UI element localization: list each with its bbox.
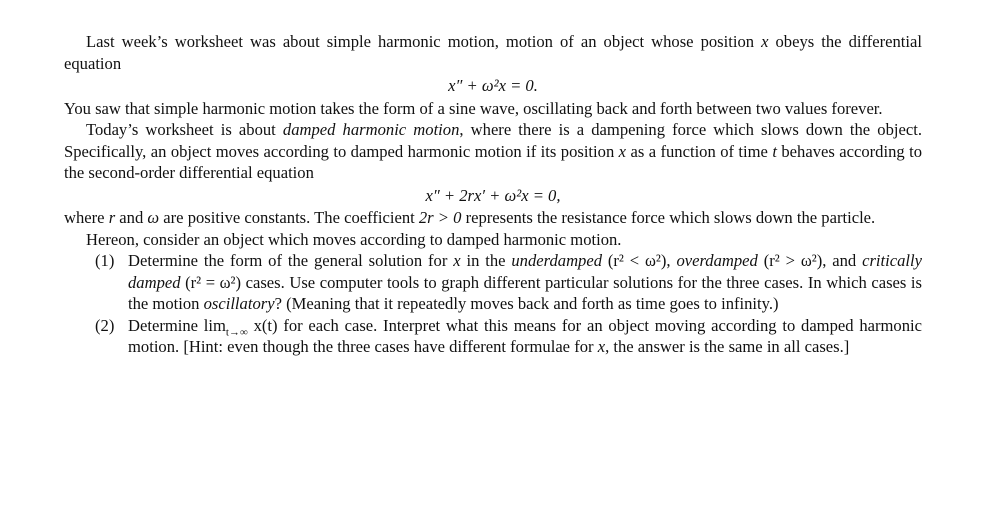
q1-text-a: Determine the form of the general solution for <box>128 251 454 270</box>
damped-text-d: behaves according to the second-order differential equation <box>64 141 922 182</box>
var-x: x <box>618 141 627 161</box>
constants-text-a: where <box>64 208 109 227</box>
q2-limit-subscript: t→∞ <box>225 325 248 338</box>
question-list <box>64 250 922 358</box>
coefficient-2r: 2r > 0 <box>418 208 462 227</box>
q1-text-c: ? (Meaning that it repeatedly moves back and forth as time goes to infinity.) <box>274 294 779 313</box>
var-x: x <box>761 32 769 51</box>
question-item <box>64 250 922 315</box>
paragraph-sine-wave: You saw that simple harmonic motion takes the form of a sine wave, oscillating back and forth between two values forever. <box>64 98 883 118</box>
paragraph-hereon: Hereon, consider an object which moves according to damped harmonic motion. <box>86 229 622 249</box>
q2-text-c: , the answer is the same in all cases.] <box>605 337 850 356</box>
q1-oscillatory: oscillatory <box>203 294 275 313</box>
q1-text-b: in the <box>460 251 512 270</box>
q1-over-condition: (r² > ω²), and <box>757 251 863 270</box>
constants-text-d: represents the resistance force which slows down the particle. <box>461 208 876 227</box>
constants-text-c: are positive constants. The coefficient <box>159 208 419 227</box>
var-x: x <box>597 337 606 356</box>
question-item <box>64 315 922 358</box>
intro-text-b: obeys the differential equation <box>64 32 922 73</box>
q1-crit-condition: (r² = ω²) cases. Use computer tools to graph different particular solutions for the three cases. In which cases is the motion <box>128 272 922 313</box>
equation-damped-harmonic: x″ + 2rx′ + ω²x = 0, <box>425 185 561 205</box>
var-r: r <box>108 208 116 227</box>
paragraph-constants <box>64 207 922 229</box>
q2-text-a: Determine lim <box>128 315 226 335</box>
damped-emphasis: damped harmonic motion <box>282 120 460 139</box>
paragraph-damped <box>64 119 922 184</box>
damped-text-c: as a function of time <box>626 141 773 161</box>
q1-overdamped: overdamped <box>676 251 758 270</box>
q1-critically-damped: critically damped <box>128 251 922 292</box>
var-x: x <box>453 251 461 270</box>
equation-simple-harmonic: x″ + ω²x = 0. <box>448 76 538 95</box>
damped-text-a: Today’s worksheet is about <box>86 120 283 139</box>
question-number: (2) <box>95 315 115 335</box>
damped-text-b: , where there is a dampening force which slows down the object. Specifically, an object moves according to damped harmonic motion if its position <box>64 120 922 161</box>
q2-text-b: x(t) for each case. Interpret what this means for an object moving according to damped harmonic motion. [Hint: even though the three cases have different formulae for <box>128 315 922 356</box>
var-t: t <box>772 141 777 161</box>
paragraph-intro <box>64 31 922 74</box>
constants-text-b: and <box>115 208 148 227</box>
q1-underdamped: underdamped <box>511 251 603 270</box>
var-omega: ω <box>147 208 160 227</box>
worksheet-text <box>64 31 922 358</box>
intro-text-a: Last week’s worksheet was about simple harmonic motion, motion of an object whose position <box>86 32 762 51</box>
q1-under-condition: (r² < ω²), <box>602 251 677 270</box>
question-number: (1) <box>95 251 115 270</box>
